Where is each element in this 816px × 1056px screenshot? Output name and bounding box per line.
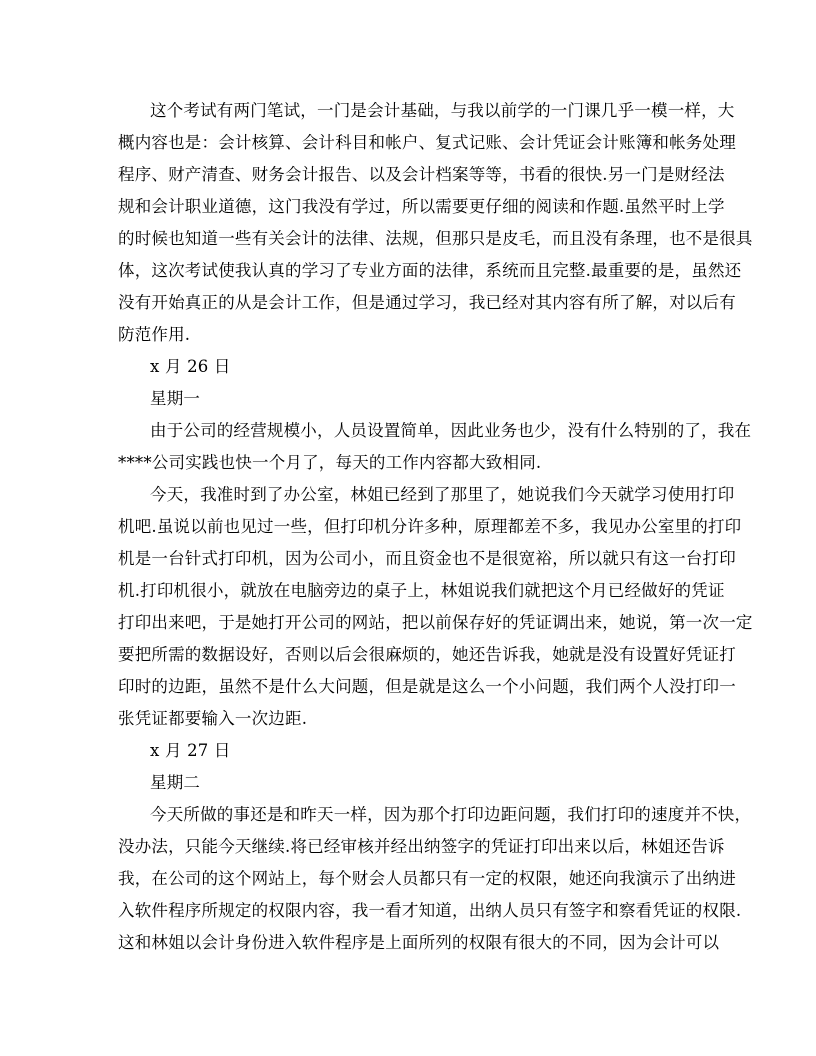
paragraph-line: 程序、财产清查、财务会计报告、以及会计档案等等，书看的很快.另一门是财经法 [118,165,725,184]
paragraph-line: 机吧.虽说以前也见过一些，但打印机分许多种，原理都差不多，我见办公室里的打印 [118,517,742,536]
paragraph-line: 的时候也知道一些有关会计的法律、法规，但那只是皮毛，而且没有条理，也不是很具 [118,229,753,248]
paragraph-line: 防范作用. [118,325,191,344]
paragraph-line: 机.打印机很小，就放在电脑旁边的桌子上，林姐说我们就把这个月已经做好的凭证 [118,581,725,600]
date-heading: x 月 26 日 [150,357,231,376]
paragraph-line: 张凭证都要输入一次边距. [118,709,308,728]
paragraph-line: 规和会计职业道德，这门我没有学过，所以需要更仔细的阅读和作题.虽然平时上学 [118,197,725,216]
paragraph-line: 入软件程序所规定的权限内容，我一看才知道，出纳人员只有签字和察看凭证的权限. [118,901,742,920]
paragraph-line: 体，这次考试使我认真的学习了专业方面的法律，系统而且完整.最重要的是，虽然还 [118,261,742,280]
paragraph-line: 印时的边距，虽然不是什么大问题，但是就是这么一个小问题，我们两个人没打印一 [118,677,736,696]
paragraph-line: 我，在公司的这个网站上，每个财会人员都只有一定的权限，她还向我演示了出纳进 [118,869,736,888]
paragraph-line: 这个考试有两门笔试，一门是会计基础，与我以前学的一门课几乎一模一样，大 [150,101,735,120]
paragraph-line: 这和林姐以会计身份进入软件程序是上面所列的权限有很大的不同，因为会计可以 [118,933,720,952]
paragraph-line: 概内容也是：会计核算、会计科目和帐户、复式记账、会计凭证会计账簿和帐务处理 [118,133,736,152]
weekday-heading: 星期一 [150,389,201,408]
paragraph-line: ****公司实践也快一个月了，每天的工作内容都大致相同. [118,453,542,472]
paragraph-line: 今天，我准时到了办公室，林姐已经到了那里了，她说我们今天就学习使用打印 [150,485,735,504]
weekday-heading: 星期二 [150,773,201,792]
paragraph-line: 由于公司的经营规模小，人员设置简单，因此业务也少，没有什么特别的了，我在 [150,421,752,440]
paragraph-line: 今天所做的事还是和昨天一样，因为那个打印边距问题，我们打印的速度并不快， [150,805,752,824]
paragraph-line: 打印出来吧，于是她打开公司的网站，把以前保存好的凭证调出来，她说，第一次一定 [118,613,753,632]
paragraph-line: 要把所需的数据设好，否则以后会很麻烦的，她还告诉我，她就是没有设置好凭证打 [118,645,736,664]
paragraph-line: 没办法，只能今天继续.将已经审核并经出纳签字的凭证打印出来以后，林姐还告诉 [118,837,725,856]
paragraph-line: 没有开始真正的从是会计工作，但是通过学习，我已经对其内容有所了解，对以后有 [118,293,736,312]
paragraph-line: 机是一台针式打印机，因为公司小，而且资金也不是很宽裕，所以就只有这一台打印 [118,549,736,568]
date-heading: x 月 27 日 [150,741,231,760]
